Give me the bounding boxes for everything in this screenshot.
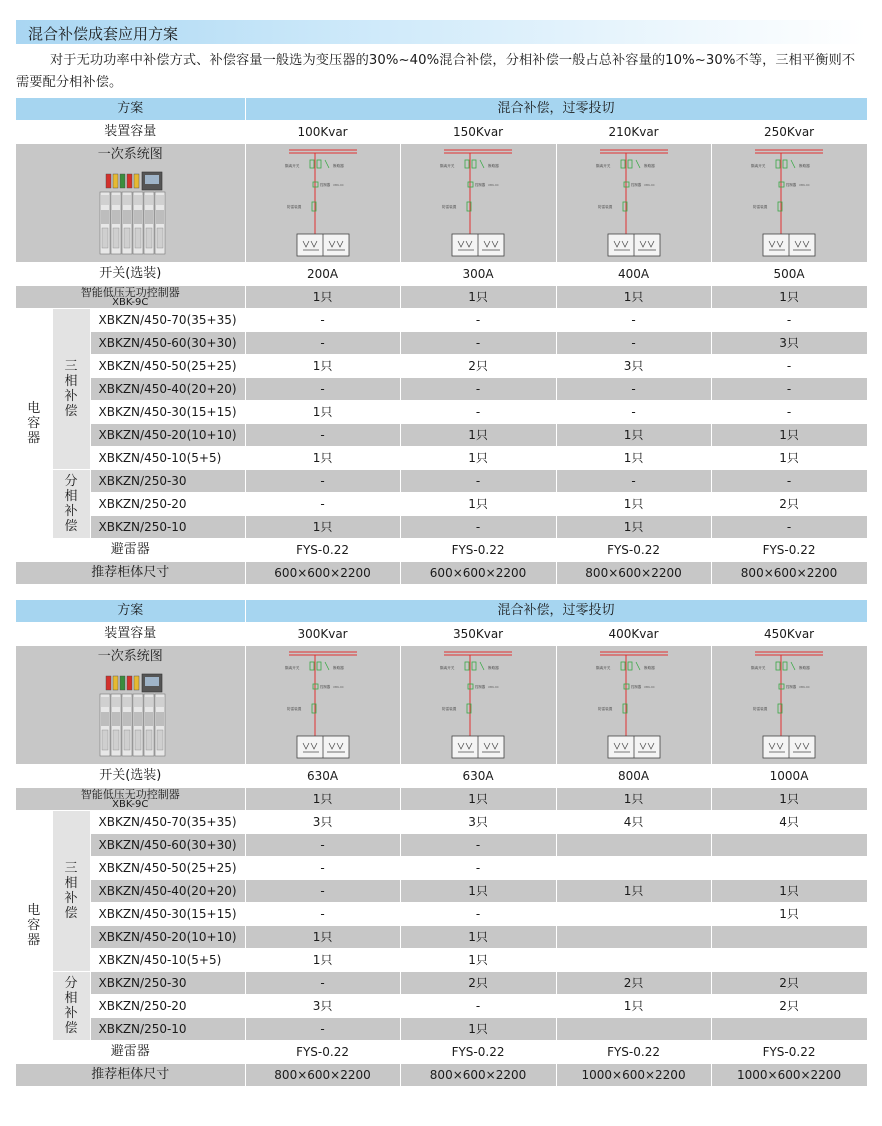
switch-label: 开关(选装) <box>16 765 245 788</box>
spec-table-1 <box>16 98 868 585</box>
controller-label <box>16 286 245 309</box>
capacitor-model: XBKZN/450-20(10+10) <box>90 424 245 447</box>
capacitor-qty: - <box>245 332 400 355</box>
capacitor-model: XBKZN/450-60(30+30) <box>90 834 245 857</box>
svg-text:控制器: 控制器 <box>319 183 330 187</box>
capacitor-qty: 1只 <box>556 424 711 447</box>
capacitor-qty: 1只 <box>556 995 711 1018</box>
capacitor-qty: 3只 <box>556 355 711 378</box>
split-phase-label: 分相补偿 <box>64 976 78 1036</box>
arrester-value: FYS-0.22 <box>245 1041 400 1064</box>
cabinet-photo <box>94 672 182 760</box>
capacitor-model: XBKZN/450-30(15+15) <box>90 903 245 926</box>
split-phase-cell <box>52 470 90 539</box>
switch-value: 400A <box>556 263 711 286</box>
capacitor-qty: - <box>400 857 556 880</box>
capacitor-qty: 1只 <box>711 424 867 447</box>
capacitor-qty <box>711 926 867 949</box>
capacitor-qty: - <box>245 470 400 493</box>
capacitor-model: XBKZN/250-30 <box>90 972 245 995</box>
diagram-cell <box>16 144 245 263</box>
capacitor-qty: 1只 <box>556 516 711 539</box>
svg-text:控制器: 控制器 <box>475 183 486 187</box>
svg-text:控制器: 控制器 <box>319 685 330 689</box>
svg-text:XBK-9C: XBK-9C <box>488 685 499 689</box>
capacitor-qty: 1只 <box>711 447 867 470</box>
capacitor-qty: 1只 <box>400 949 556 972</box>
capacitor-qty <box>556 834 711 857</box>
controller-name: 智能低压无功控制器 <box>80 787 180 801</box>
capacitor-qty: - <box>556 470 711 493</box>
scheme-diagram-cell <box>711 144 867 263</box>
capacitor-model: XBKZN/450-50(25+25) <box>90 355 245 378</box>
split-phase-label: 分相补偿 <box>64 474 78 534</box>
svg-text:控制器: 控制器 <box>630 685 641 689</box>
single-line-diagram <box>594 648 674 762</box>
capacitor-qty: - <box>245 424 400 447</box>
svg-text:XBK-9C: XBK-9C <box>643 183 655 187</box>
capacitor-qty <box>556 903 711 926</box>
scheme-label: 方案 <box>16 98 245 121</box>
capacitor-qty: 3只 <box>400 811 556 834</box>
capacitor-qty <box>556 857 711 880</box>
split-phase-cell <box>52 972 90 1041</box>
capacity-value: 300Kvar <box>245 623 400 646</box>
single-line-diagram <box>283 648 363 762</box>
arrester-label: 避雷器 <box>16 1041 245 1064</box>
capacitor-label-cell <box>16 811 52 1041</box>
cabinet-size-value: 800×600×2200 <box>400 1064 556 1087</box>
capacitor-qty: - <box>400 834 556 857</box>
capacitor-qty: - <box>400 401 556 424</box>
svg-text:断路器: 断路器 <box>488 164 499 168</box>
svg-text:断路器: 断路器 <box>643 164 655 168</box>
capacity-label: 装置容量 <box>16 121 245 144</box>
svg-text:隔离开关: 隔离开关 <box>284 164 299 168</box>
capacity-value: 350Kvar <box>400 623 556 646</box>
single-line-diagram <box>283 146 363 260</box>
capacitor-model: XBKZN/250-30 <box>90 470 245 493</box>
capacitor-qty: 1只 <box>556 493 711 516</box>
capacitor-model: XBKZN/250-10 <box>90 516 245 539</box>
three-phase-label: 三相补偿 <box>64 359 78 419</box>
capacitor-qty: 3只 <box>245 811 400 834</box>
controller-value: 1只 <box>400 286 556 309</box>
svg-text:XBK-9C: XBK-9C <box>332 183 344 187</box>
scheme-mode: 混合补偿，过零投切 <box>245 600 867 623</box>
switch-value: 630A <box>245 765 400 788</box>
scheme-diagram-cell <box>556 646 711 765</box>
capacitor-qty: 2只 <box>400 355 556 378</box>
scheme-diagram-cell <box>711 646 867 765</box>
svg-text:隔离开关: 隔离开关 <box>751 666 766 670</box>
capacitor-model: XBKZN/250-10 <box>90 1018 245 1041</box>
svg-text:XBK-9C: XBK-9C <box>799 685 810 689</box>
capacitor-model: XBKZN/450-60(30+30) <box>90 332 245 355</box>
capacitor-qty: - <box>711 309 867 332</box>
svg-text:隔离开关: 隔离开关 <box>284 666 299 670</box>
svg-text:XBK-9C: XBK-9C <box>643 685 655 689</box>
capacity-value: 100Kvar <box>245 121 400 144</box>
scheme-diagram-cell <box>400 144 556 263</box>
arrester-label: 避雷器 <box>16 539 245 562</box>
arrester-value: FYS-0.22 <box>711 1041 867 1064</box>
capacitor-qty: - <box>711 378 867 401</box>
capacitor-qty: 1只 <box>711 903 867 926</box>
scheme-label: 方案 <box>16 600 245 623</box>
capacitor-model: XBKZN/450-70(35+35) <box>90 309 245 332</box>
svg-text:隔离开关: 隔离开关 <box>751 164 766 168</box>
capacitor-qty: - <box>400 332 556 355</box>
capacitor-model: XBKZN/250-20 <box>90 493 245 516</box>
cabinet-size-label: 推荐柜体尺寸 <box>16 562 245 585</box>
capacitor-qty: 2只 <box>711 995 867 1018</box>
capacitor-qty <box>711 1018 867 1041</box>
svg-text:控制器: 控制器 <box>786 685 797 689</box>
capacitor-label: 电容器 <box>27 903 41 948</box>
controller-model: XBK-9C <box>112 798 149 810</box>
section-title: 混合补偿成套应用方案 <box>28 25 179 43</box>
capacitor-qty: - <box>245 309 400 332</box>
scheme-diagram-cell <box>245 646 400 765</box>
capacitor-qty <box>711 834 867 857</box>
capacitor-model: XBKZN/450-30(15+15) <box>90 401 245 424</box>
single-line-diagram <box>749 648 829 762</box>
capacitor-qty: 2只 <box>711 972 867 995</box>
arrester-value: FYS-0.22 <box>556 539 711 562</box>
capacitor-qty: - <box>245 880 400 903</box>
capacitor-model: XBKZN/450-10(5+5) <box>90 949 245 972</box>
cabinet-size-value: 1000×600×2200 <box>556 1064 711 1087</box>
controller-value: 1只 <box>556 788 711 811</box>
capacitor-qty <box>556 949 711 972</box>
capacity-value: 400Kvar <box>556 623 711 646</box>
three-phase-cell <box>52 309 90 470</box>
switch-value: 1000A <box>711 765 867 788</box>
capacitor-qty: 2只 <box>711 493 867 516</box>
capacitor-qty: 3只 <box>245 995 400 1018</box>
controller-value: 1只 <box>556 286 711 309</box>
controller-model: XBK-9C <box>112 296 149 308</box>
svg-text:断路器: 断路器 <box>488 666 499 670</box>
capacitor-qty: 1只 <box>400 1018 556 1041</box>
scheme-diagram-cell <box>400 646 556 765</box>
intro-paragraph: 对于无功功率中补偿方式、补偿容量一般选为变压器的30%~40%混合补偿，分相补偿一般占总补容量的10%~30%不等，三相平衡则不需要配分相补偿。 <box>16 53 856 90</box>
cabinet-size-value: 800×600×2200 <box>556 562 711 585</box>
svg-text:防雷装置: 防雷装置 <box>753 707 768 711</box>
cabinet-size-value: 800×600×2200 <box>711 562 867 585</box>
capacitor-qty: - <box>245 834 400 857</box>
capacitor-qty: - <box>556 309 711 332</box>
capacitor-model: XBKZN/450-40(20+20) <box>90 378 245 401</box>
switch-label: 开关(选装) <box>16 263 245 286</box>
diagram-cell <box>16 646 245 765</box>
capacitor-qty: 1只 <box>245 926 400 949</box>
controller-name: 智能低压无功控制器 <box>80 285 180 299</box>
arrester-value: FYS-0.22 <box>400 1041 556 1064</box>
capacitor-model: XBKZN/450-70(35+35) <box>90 811 245 834</box>
spec-table-2 <box>16 600 868 1087</box>
capacitor-qty: 1只 <box>400 447 556 470</box>
arrester-value: FYS-0.22 <box>711 539 867 562</box>
capacitor-qty: 4只 <box>711 811 867 834</box>
single-line-diagram <box>438 146 518 260</box>
scheme-diagram-cell <box>556 144 711 263</box>
controller-value: 1只 <box>245 788 400 811</box>
capacitor-qty: - <box>245 857 400 880</box>
capacitor-qty: - <box>556 401 711 424</box>
svg-text:XBK-9C: XBK-9C <box>488 183 499 187</box>
section-title-bar <box>16 20 866 44</box>
cabinet-photo <box>94 170 182 258</box>
capacity-value: 150Kvar <box>400 121 556 144</box>
svg-text:防雷装置: 防雷装置 <box>753 205 768 209</box>
single-line-diagram <box>438 648 518 762</box>
svg-text:隔离开关: 隔离开关 <box>595 666 610 670</box>
cabinet-size-value: 600×600×2200 <box>245 562 400 585</box>
switch-value: 300A <box>400 263 556 286</box>
svg-text:断路器: 断路器 <box>332 164 344 168</box>
capacitor-qty: 2只 <box>556 972 711 995</box>
svg-text:XBK-9C: XBK-9C <box>799 183 810 187</box>
cabinet-size-value: 800×600×2200 <box>245 1064 400 1087</box>
capacitor-model: XBKZN/250-20 <box>90 995 245 1018</box>
controller-value: 1只 <box>711 286 867 309</box>
capacitor-qty <box>711 857 867 880</box>
cabinet-size-value: 600×600×2200 <box>400 562 556 585</box>
capacitor-qty <box>711 949 867 972</box>
capacity-value: 250Kvar <box>711 121 867 144</box>
three-phase-label: 三相补偿 <box>64 861 78 921</box>
arrester-value: FYS-0.22 <box>400 539 556 562</box>
capacitor-qty: 1只 <box>245 355 400 378</box>
capacitor-qty: - <box>711 470 867 493</box>
switch-value: 200A <box>245 263 400 286</box>
svg-text:防雷装置: 防雷装置 <box>286 205 301 209</box>
capacitor-qty: - <box>245 1018 400 1041</box>
capacity-label: 装置容量 <box>16 623 245 646</box>
capacitor-model: XBKZN/450-40(20+20) <box>90 880 245 903</box>
capacitor-qty: 1只 <box>400 880 556 903</box>
capacitor-qty: - <box>711 516 867 539</box>
capacitor-qty: - <box>711 355 867 378</box>
capacitor-label: 电容器 <box>27 401 41 446</box>
capacity-value: 210Kvar <box>556 121 711 144</box>
capacitor-model: XBKZN/450-10(5+5) <box>90 447 245 470</box>
svg-text:控制器: 控制器 <box>475 685 486 689</box>
switch-value: 500A <box>711 263 867 286</box>
switch-value: 630A <box>400 765 556 788</box>
capacitor-qty: - <box>400 378 556 401</box>
capacitor-model: XBKZN/450-50(25+25) <box>90 857 245 880</box>
capacitor-qty: - <box>556 332 711 355</box>
capacitor-qty: 4只 <box>556 811 711 834</box>
capacitor-qty: 3只 <box>711 332 867 355</box>
svg-text:防雷装置: 防雷装置 <box>597 205 612 209</box>
scheme-diagram-cell <box>245 144 400 263</box>
controller-value: 1只 <box>711 788 867 811</box>
capacitor-label-cell <box>16 309 52 539</box>
single-line-diagram <box>749 146 829 260</box>
svg-text:隔离开关: 隔离开关 <box>440 164 455 168</box>
svg-text:断路器: 断路器 <box>643 666 655 670</box>
svg-text:断路器: 断路器 <box>799 164 810 168</box>
capacitor-qty: 1只 <box>245 401 400 424</box>
capacitor-qty: 1只 <box>400 926 556 949</box>
capacitor-qty: - <box>245 378 400 401</box>
capacitor-qty: - <box>400 309 556 332</box>
svg-text:断路器: 断路器 <box>332 666 344 670</box>
svg-text:防雷装置: 防雷装置 <box>286 707 301 711</box>
scheme-mode: 混合补偿，过零投切 <box>245 98 867 121</box>
arrester-value: FYS-0.22 <box>556 1041 711 1064</box>
svg-text:隔离开关: 隔离开关 <box>440 666 455 670</box>
diagram-label: 一次系统图 <box>97 649 163 664</box>
capacitor-qty: - <box>400 995 556 1018</box>
cabinet-size-label: 推荐柜体尺寸 <box>16 1064 245 1087</box>
capacitor-qty: - <box>556 378 711 401</box>
controller-value: 1只 <box>245 286 400 309</box>
svg-text:防雷装置: 防雷装置 <box>442 205 457 209</box>
svg-text:XBK-9C: XBK-9C <box>332 685 344 689</box>
svg-text:控制器: 控制器 <box>786 183 797 187</box>
arrester-value: FYS-0.22 <box>245 539 400 562</box>
capacitor-qty: 2只 <box>400 972 556 995</box>
svg-text:隔离开关: 隔离开关 <box>595 164 610 168</box>
capacitor-qty: - <box>400 903 556 926</box>
capacitor-qty: 1只 <box>556 447 711 470</box>
single-line-diagram <box>594 146 674 260</box>
svg-text:防雷装置: 防雷装置 <box>597 707 612 711</box>
svg-text:控制器: 控制器 <box>630 183 641 187</box>
switch-value: 800A <box>556 765 711 788</box>
capacitor-qty: - <box>400 516 556 539</box>
capacitor-qty: - <box>245 493 400 516</box>
svg-text:断路器: 断路器 <box>799 666 810 670</box>
diagram-label: 一次系统图 <box>97 147 163 162</box>
capacitor-qty: 1只 <box>400 424 556 447</box>
capacitor-qty <box>556 1018 711 1041</box>
capacitor-qty: 1只 <box>245 447 400 470</box>
capacitor-qty: 1只 <box>556 880 711 903</box>
controller-value: 1只 <box>400 788 556 811</box>
capacitor-qty: 1只 <box>711 880 867 903</box>
capacitor-qty: 1只 <box>245 949 400 972</box>
svg-text:防雷装置: 防雷装置 <box>442 707 457 711</box>
capacitor-qty <box>556 926 711 949</box>
capacitor-qty: 1只 <box>245 516 400 539</box>
capacitor-qty: 1只 <box>400 493 556 516</box>
capacitor-qty: - <box>245 903 400 926</box>
capacitor-qty: - <box>711 401 867 424</box>
cabinet-size-value: 1000×600×2200 <box>711 1064 867 1087</box>
capacitor-model: XBKZN/450-20(10+10) <box>90 926 245 949</box>
capacitor-qty: - <box>245 972 400 995</box>
three-phase-cell <box>52 811 90 972</box>
capacitor-qty: - <box>400 470 556 493</box>
controller-label <box>16 788 245 811</box>
capacity-value: 450Kvar <box>711 623 867 646</box>
